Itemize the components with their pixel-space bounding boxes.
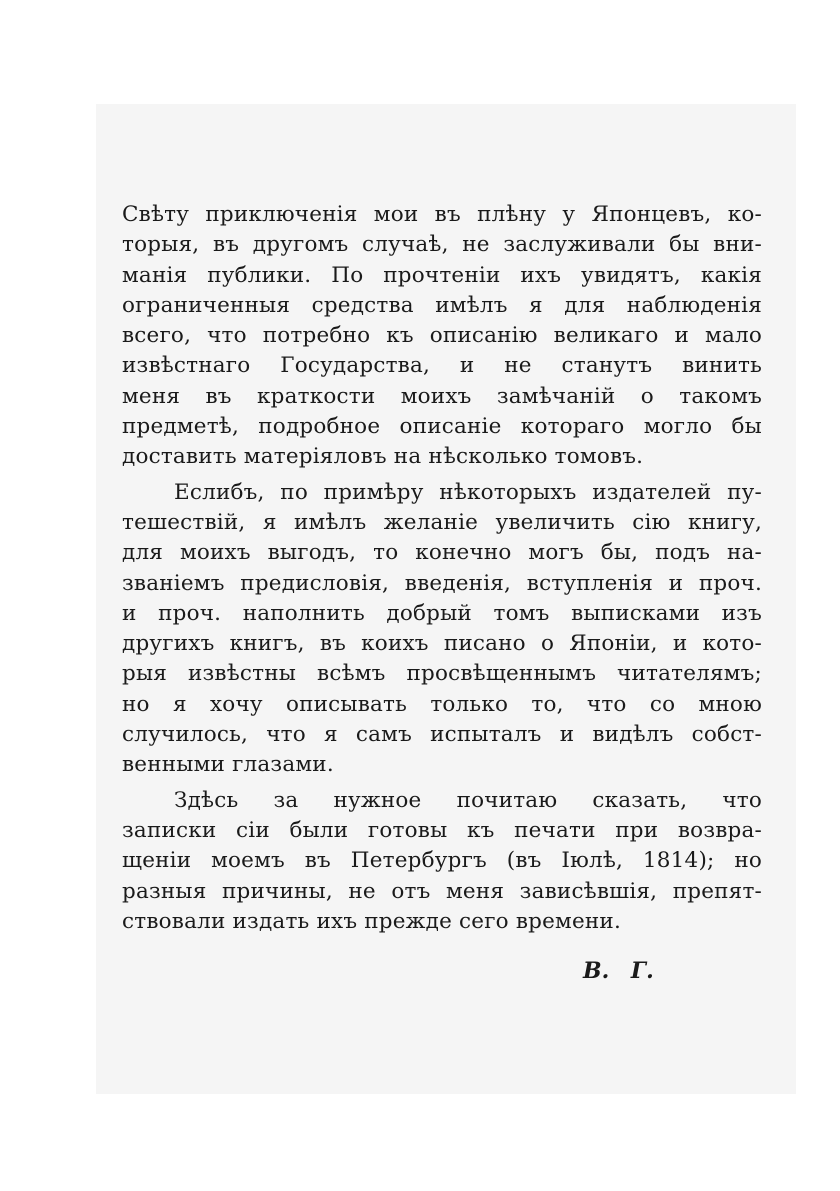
paragraph-1 (122, 200, 762, 473)
text-line: меня въ краткости моихъ замѣчаній о такомъ (122, 383, 762, 409)
paragraph-3 (122, 786, 762, 937)
paragraph-2 (122, 478, 762, 781)
text-line: Здѣсь за нужное почитаю сказать, что (174, 787, 762, 813)
text-line: для моихъ выгодъ, то конечно могъ бы, подъ на- (122, 540, 762, 566)
text-line: записки сіи были готовы къ печати при возвра- (122, 817, 762, 843)
text-line: другихъ книгъ, въ коихъ писано о Японіи, и кото- (122, 631, 762, 657)
text-line: щеніи моемъ въ Петербургъ (въ Іюлѣ, 1814); но (122, 848, 762, 874)
preface-text (122, 200, 762, 937)
text-line: разныя причины, не отъ меня зависѣвшія, препят- (122, 878, 762, 904)
text-line: доставить матеріяловъ на нѣсколько томовъ. (122, 444, 644, 470)
text-line: званіемъ предисловія, введенія, вступленія и проч. (122, 570, 762, 596)
text-line: венными глазами. (122, 752, 334, 778)
text-line: рыя извѣстны всѣмъ просвѣщеннымъ читателямъ; (122, 661, 762, 687)
text-line: случилось, что я самъ испыталъ и видѣлъ собст- (122, 722, 762, 748)
text-line: предметѣ, подробное описаніе котораго могло бы (122, 414, 762, 440)
text-line: но я хочу описывать только то, что со мною (122, 691, 762, 717)
text-line: и проч. наполнить добрый томъ выписками изъ (122, 600, 762, 626)
text-line: тешествій, я имѣлъ желаніе увеличить сію книгу, (122, 509, 762, 535)
text-line: ствовали издать ихъ прежде сего времени. (122, 908, 621, 934)
text-line: извѣстнаго Государства, и не станутъ винить (122, 353, 762, 379)
text-line: Еслибъ, по примѣру нѣкоторыхъ издателей пу- (174, 479, 762, 505)
text-line: всего, что потребно къ описанію великаго и мало (122, 323, 762, 349)
text-line: Свѣту приключенія мои въ плѣну у Японцевъ, ко- (122, 202, 762, 227)
text-line: ограниченныя средства имѣлъ я для наблюденія (122, 292, 762, 318)
text-line: манія публики. По прочтеніи ихъ увидятъ, какія (122, 262, 762, 288)
text-line: торыя, въ другомъ случаѣ, не заслуживали бы вни- (122, 232, 762, 258)
author-signature: В. Г. (583, 958, 654, 984)
